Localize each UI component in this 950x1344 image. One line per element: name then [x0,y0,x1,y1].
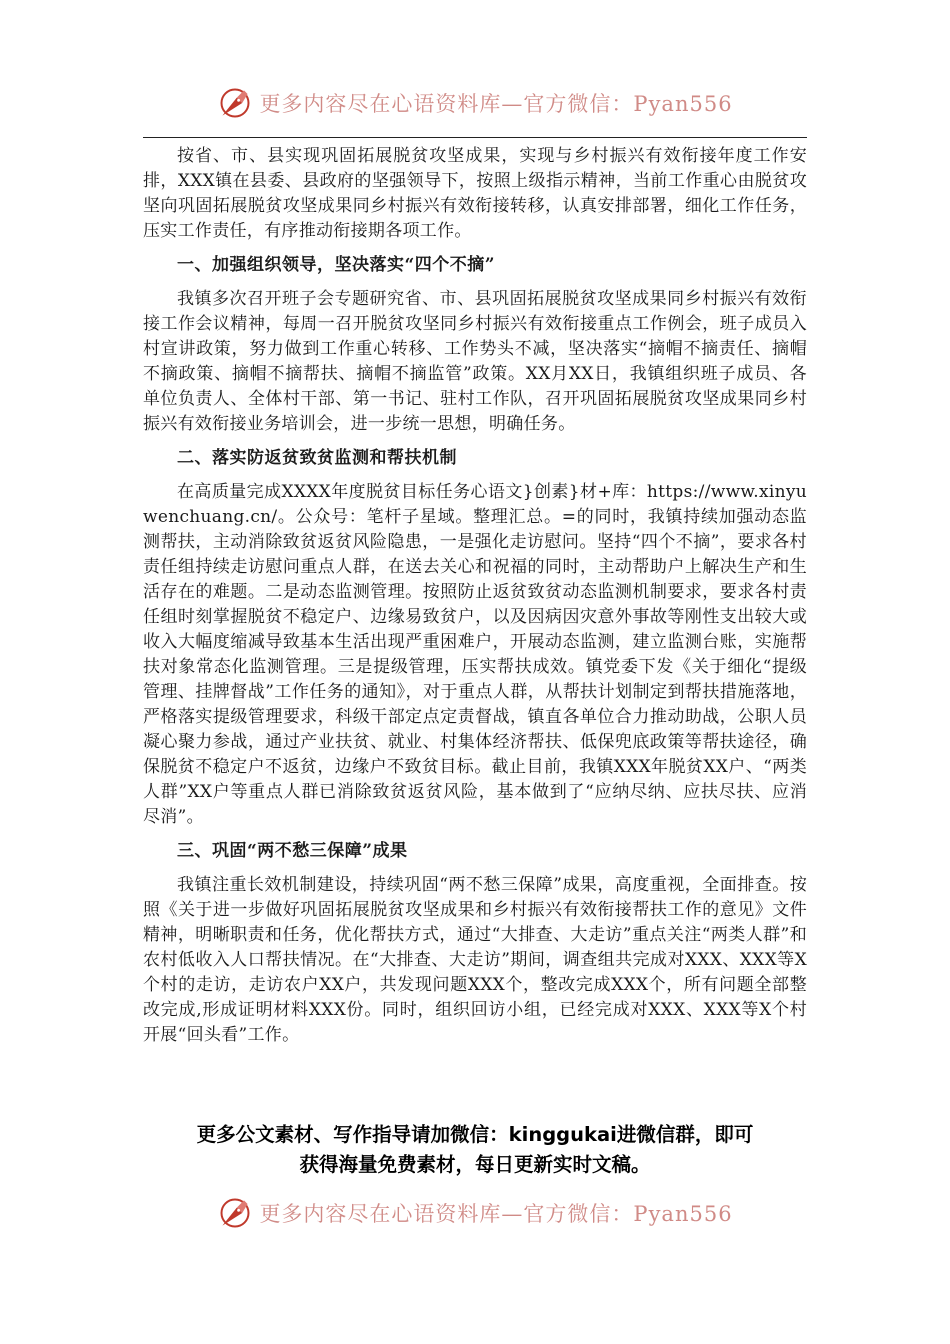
section-1-heading: 一、加强组织领导，坚决落实“四个不摘” [177,255,496,275]
section-2-heading: 二、落实防返贫致贫监测和帮扶机制 [177,448,457,468]
section-1-body: 我镇多次召开班子会专题研究省、市、县巩固拓展脱贫攻坚成果同乡村振兴有效衔接工作会议精神，每周一召开脱贫攻坚同乡村振兴有效衔接重点工作例会，班子成员入村宣讲政策，努力做到工作重心转移、工作势头不减，坚决落实“摘帽不摘责任、摘帽不摘政策、摘帽不摘帮扶、摘帽不摘监管”政策。XX月XX日，我镇组织班子成员、各单位负责人、全体村干部、第一书记、驻村工作队，召开巩固拓展脱贫攻坚成果同乡村振兴有效衔接业务培训会，进一步统一思想，明确任务。 [143,289,807,434]
intro-paragraph: 按省、市、县实现巩固拓展脱贫攻坚成果，实现与乡村振兴有效衔接年度工作安排，XXX镇在县委、县政府的坚强领导下，按照上级指示精神，当前工作重心由脱贫攻坚向巩固拓展脱贫攻坚成果同乡村振兴有效衔接转移，认真安排部署，细化工作任务，压实工作责任，有序推动衔接期各项工作。 [143,146,807,241]
pen-nib-logo-icon [217,1195,253,1231]
pen-nib-logo-icon [217,85,253,121]
footer-banner-text: 更多内容尽在心语资料库—官方微信：Pyan556 [259,1202,733,1226]
section-3-body: 我镇注重长效机制建设，持续巩固“两不愁三保障”成果，高度重视，全面排查。按照《关于进一步做好巩固拓展脱贫攻坚成果和乡村振兴有效衔接帮扶工作的意见》文件精神，明晰职责和任务，优化帮扶方式，通过“大排查、大走访”重点关注“两类人群”和农村低收入人口帮扶情况。在“大排查、大走访”期间，调查组共完成对XXX、XXX等X个村的走访，走访农户XX户，共发现问题XXX个，整改完成XXX个，所有问题全部整改完成,形成证明材料XXX份。同时，组织回访小组，已经完成对XXX、XXX等X个村开展“回头看”工作。 [143,875,807,1045]
header-banner-text: 更多内容尽在心语资料库—官方微信：Pyan556 [259,92,733,116]
promo-notice [120,1120,830,1180]
section-2-body: 在高质量完成XXXX年度脱贫目标任务心语文}创素}材+库：https://www.xinyuwenchuang.cn/。公众号：笔杆子星域。整理汇总。=的同时，我镇持续加强动态监测帮扶，主动消除致贫返贫风险隐患，一是强化走访慰问。坚持“四个不摘”，要求各村责任组持续走访慰问重点人群，在送去关心和祝福的同时，主动帮助户上解决生产和生活存在的难题。二是动态监测管理。按照防止返贫致贫动态监测机制要求，要求各村责任组时刻掌握脱贫不稳定户、边缘易致贫户，以及因病因灾意外事故等刚性支出较大或收入大幅度缩减导致基本生活出现严重困难户，开展动态监测，建立监测台账，实施帮扶对象常态化监测管理。三是提级管理，压实帮扶成效。镇党委下发《关于细化“提级管理、挂牌督战”工作任务的通知》，对于重点人群，从帮扶计划制定到帮扶措施落地，严格落实提级管理要求，科级干部定点定责督战，镇直各单位合力推动助战，公职人员凝心聚力参战，通过产业扶贫、就业、村集体经济帮扶、低保兜底政策等帮扶途径，确保脱贫不稳定户不返贫，边缘户不致贫目标。截止目前，我镇XXX年脱贫XX户、“两类人群”XX户等重点人群已消除致贫返贫风险，基本做到了“应纳尽纳、应扶尽扶、应消尽消”。 [143,482,807,827]
header-banner [0,80,950,126]
document-body [143,144,807,1048]
promo-notice-line-1: 更多公文素材、写作指导请加微信：kinggukai进微信群，即可 [196,1123,754,1146]
promo-notice-line-2: 获得海量免费素材，每日更新实时文稿。 [299,1153,651,1176]
header-divider [143,137,807,138]
section-3-heading: 三、巩固“两不愁三保障”成果 [177,841,408,861]
footer-banner [0,1190,950,1236]
